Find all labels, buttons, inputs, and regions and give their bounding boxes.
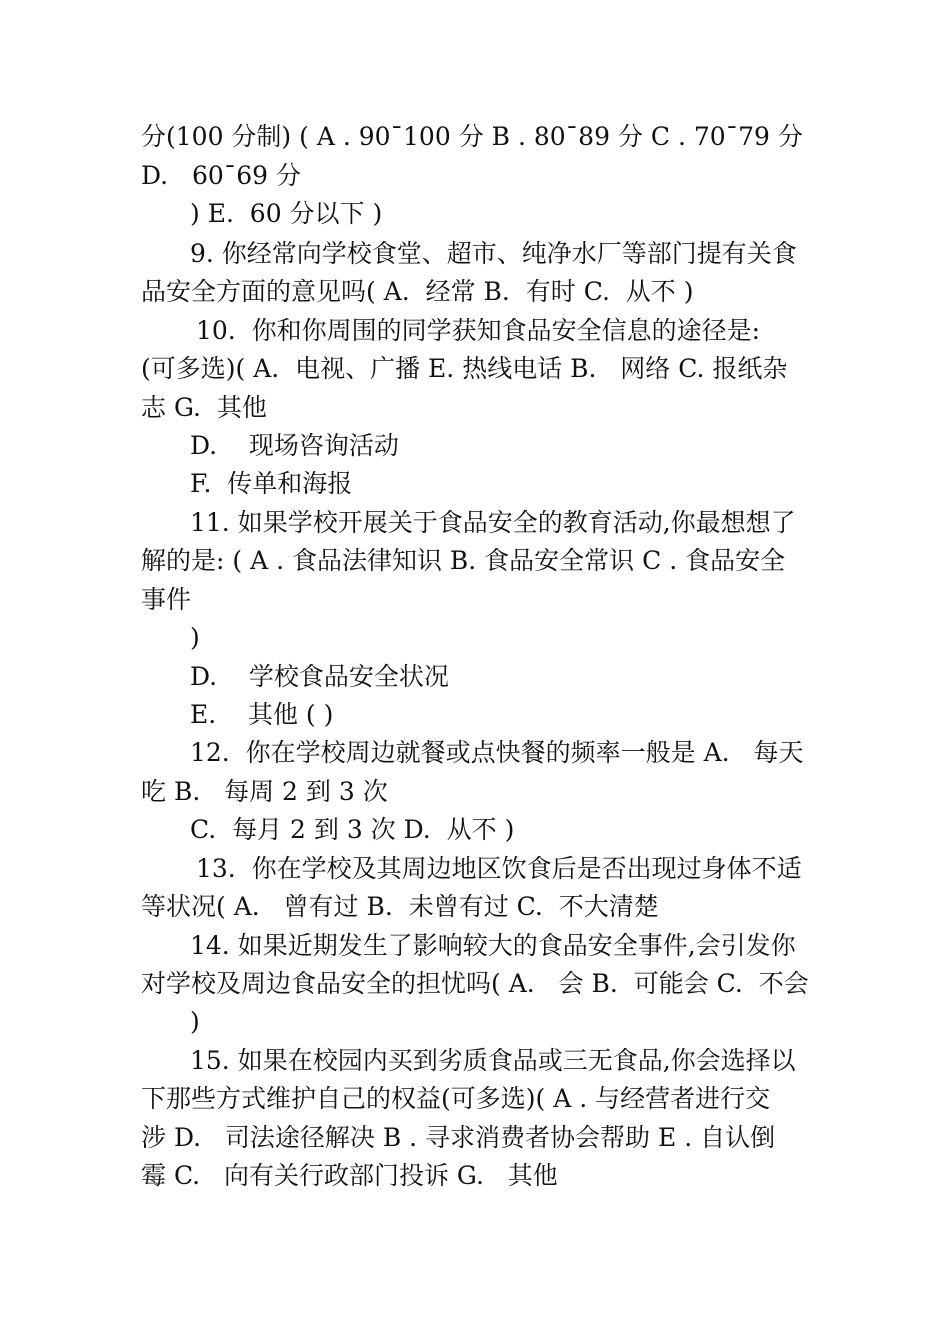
question-9: 9. 你经常向学校食堂、超市、纯净水厂等部门提有关食 (190, 239, 797, 268)
question-15: 15. 如果在校园内买到劣质食品或三无食品,你会选择以 (190, 1046, 796, 1075)
question-12: 12. 你在学校周边就餐或点快餐的频率一般是 A. 每天 (190, 738, 804, 767)
question-11: 11. 如果学校开展关于食品安全的教育活动,你最想想了 (190, 508, 796, 537)
text-line: (可多选)( A. 电视、广播 E. 热线电话 B. 网络 C. 报纸杂 (141, 354, 788, 383)
text-line: E. 其他 ( ) (190, 700, 334, 729)
text-line: D. 60¯69 分 (141, 161, 302, 190)
text-line: 霉 C. 向有关行政部门投诉 G. 其他 (141, 1161, 558, 1190)
question-14: 14. 如果近期发生了影响较大的食品安全事件,会引发你 (190, 931, 796, 960)
text-line: F. 传单和海报 (190, 469, 353, 498)
text-line: ) (190, 1007, 200, 1036)
text-line: 品安全方面的意见吗( A. 经常 B. 有时 C. 从不 ) (141, 277, 694, 306)
text-line: 解的是: ( A . 食品法律知识 B. 食品安全常识 C . 食品安全 (141, 546, 786, 575)
text-line: D. 现场咨询活动 (190, 431, 399, 460)
text-line: 分(100 分制) ( A . 90¯100 分 B . 80¯89 分 C . 70¯79 分 (141, 122, 803, 151)
question-10: 10. 你和你周围的同学获知食品安全信息的途径是: (196, 316, 761, 345)
question-13: 13. 你在学校及其周边地区饮食后是否出现过身体不适 (196, 854, 802, 883)
text-line: 等状况( A. 曾有过 B. 未曾有过 C. 不大清楚 (141, 892, 659, 921)
text-line: 下那些方式维护自己的权益(可多选)( A . 与经营者进行交 (141, 1084, 771, 1113)
text-line: C. 每月 2 到 3 次 D. 从不 ) (190, 815, 515, 844)
text-line: ) (190, 623, 200, 652)
text-line: ) E. 60 分以下 ) (190, 199, 383, 228)
text-line: 对学校及周边食品安全的担忧吗( A. 会 B. 可能会 C. 不会 (141, 969, 809, 998)
text-line: D. 学校食品安全状况 (190, 662, 449, 691)
text-line: 志 G. 其他 (141, 393, 267, 422)
text-line: 事件 (141, 585, 192, 614)
text-line: 吃 B. 每周 2 到 3 次 (141, 777, 388, 806)
text-line: 涉 D. 司法途径解决 B . 寻求消费者协会帮助 E . 自认倒 (141, 1123, 776, 1152)
